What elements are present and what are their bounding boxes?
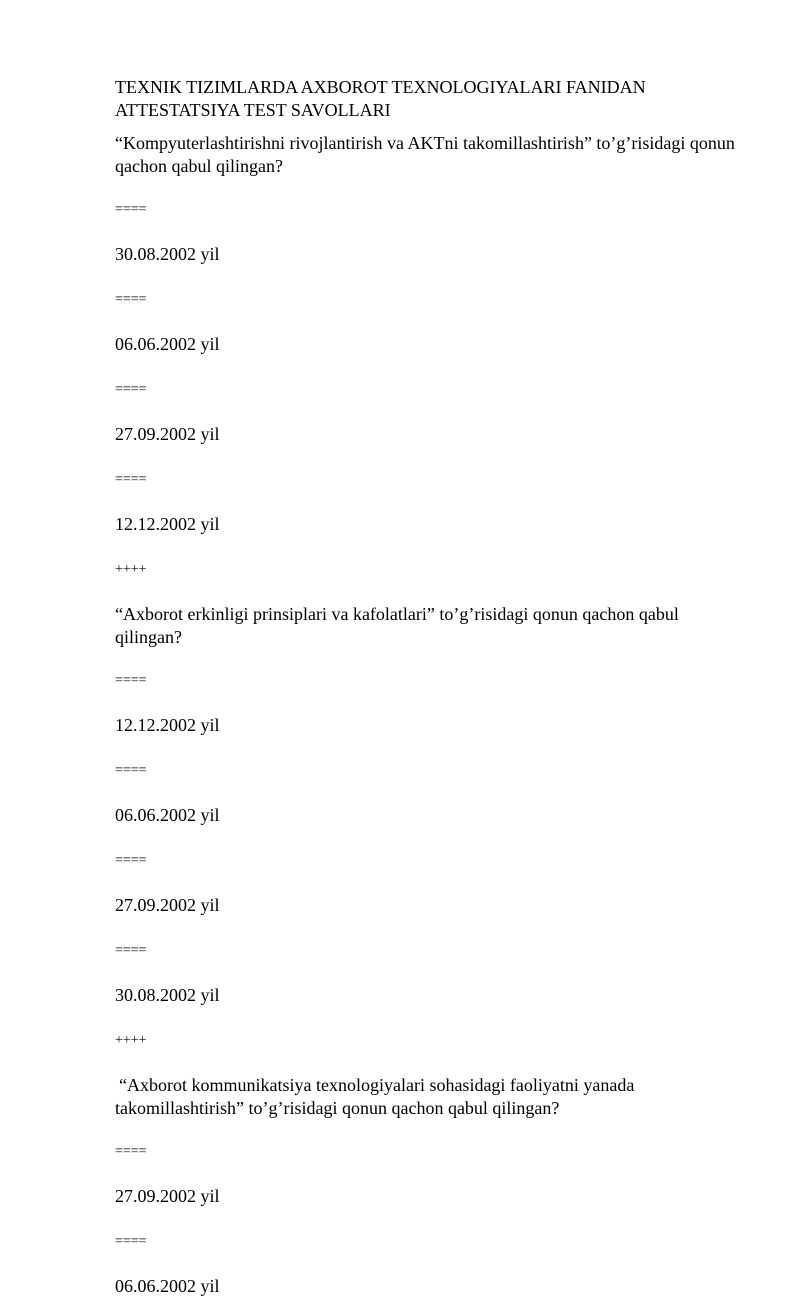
answer-option: 30.08.2002 yil xyxy=(115,244,220,264)
answer-option: 12.12.2002 yil xyxy=(115,715,220,735)
separator: ==== xyxy=(115,943,147,958)
document-page xyxy=(115,76,735,1298)
answer-option: 27.09.2002 yil xyxy=(115,895,220,915)
separator: ==== xyxy=(115,1144,147,1159)
separator: ==== xyxy=(115,1234,147,1249)
end-marker: ++++ xyxy=(115,1033,147,1048)
question-text: “Kompyuterlashtirishni rivojlantirish va AKTni takomillashtirish” to’g’risidagi qonun qachon qabul qilingan? xyxy=(115,133,735,176)
question-text: “Axborot kommunikatsiya texnologiyalari sohasidagi faoliyatni yanada takomillashtirish” to’g’risidagi qonun qachon qabul qilingan? xyxy=(115,1075,635,1118)
answer-option: 06.06.2002 yil xyxy=(115,1276,220,1296)
separator: ==== xyxy=(115,763,147,778)
answer-option: 27.09.2002 yil xyxy=(115,1186,220,1206)
separator: ==== xyxy=(115,292,147,307)
question-block-3 xyxy=(115,1074,735,1298)
answer-option: 06.06.2002 yil xyxy=(115,334,220,354)
answer-option: 06.06.2002 yil xyxy=(115,805,220,825)
separator: ==== xyxy=(115,202,147,217)
document-title: TEXNIK TIZIMLARDA AXBOROT TEXNOLOGIYALARI FANIDAN ATTESTATSIYA TEST SAVOLLARI xyxy=(115,77,646,120)
separator: ==== xyxy=(115,382,147,397)
answer-option: 27.09.2002 yil xyxy=(115,424,220,444)
answer-option: 12.12.2002 yil xyxy=(115,514,220,534)
end-marker: ++++ xyxy=(115,562,147,577)
separator: ==== xyxy=(115,673,147,688)
question-block-1 xyxy=(115,132,735,603)
question-text: “Axborot erkinligi prinsiplari va kafolatlari” to’g’risidagi qonun qachon qabul qilingan? xyxy=(115,604,679,647)
separator: ==== xyxy=(115,472,147,487)
question-block-2 xyxy=(115,603,735,1074)
separator: ==== xyxy=(115,853,147,868)
answer-option: 30.08.2002 yil xyxy=(115,985,220,1005)
